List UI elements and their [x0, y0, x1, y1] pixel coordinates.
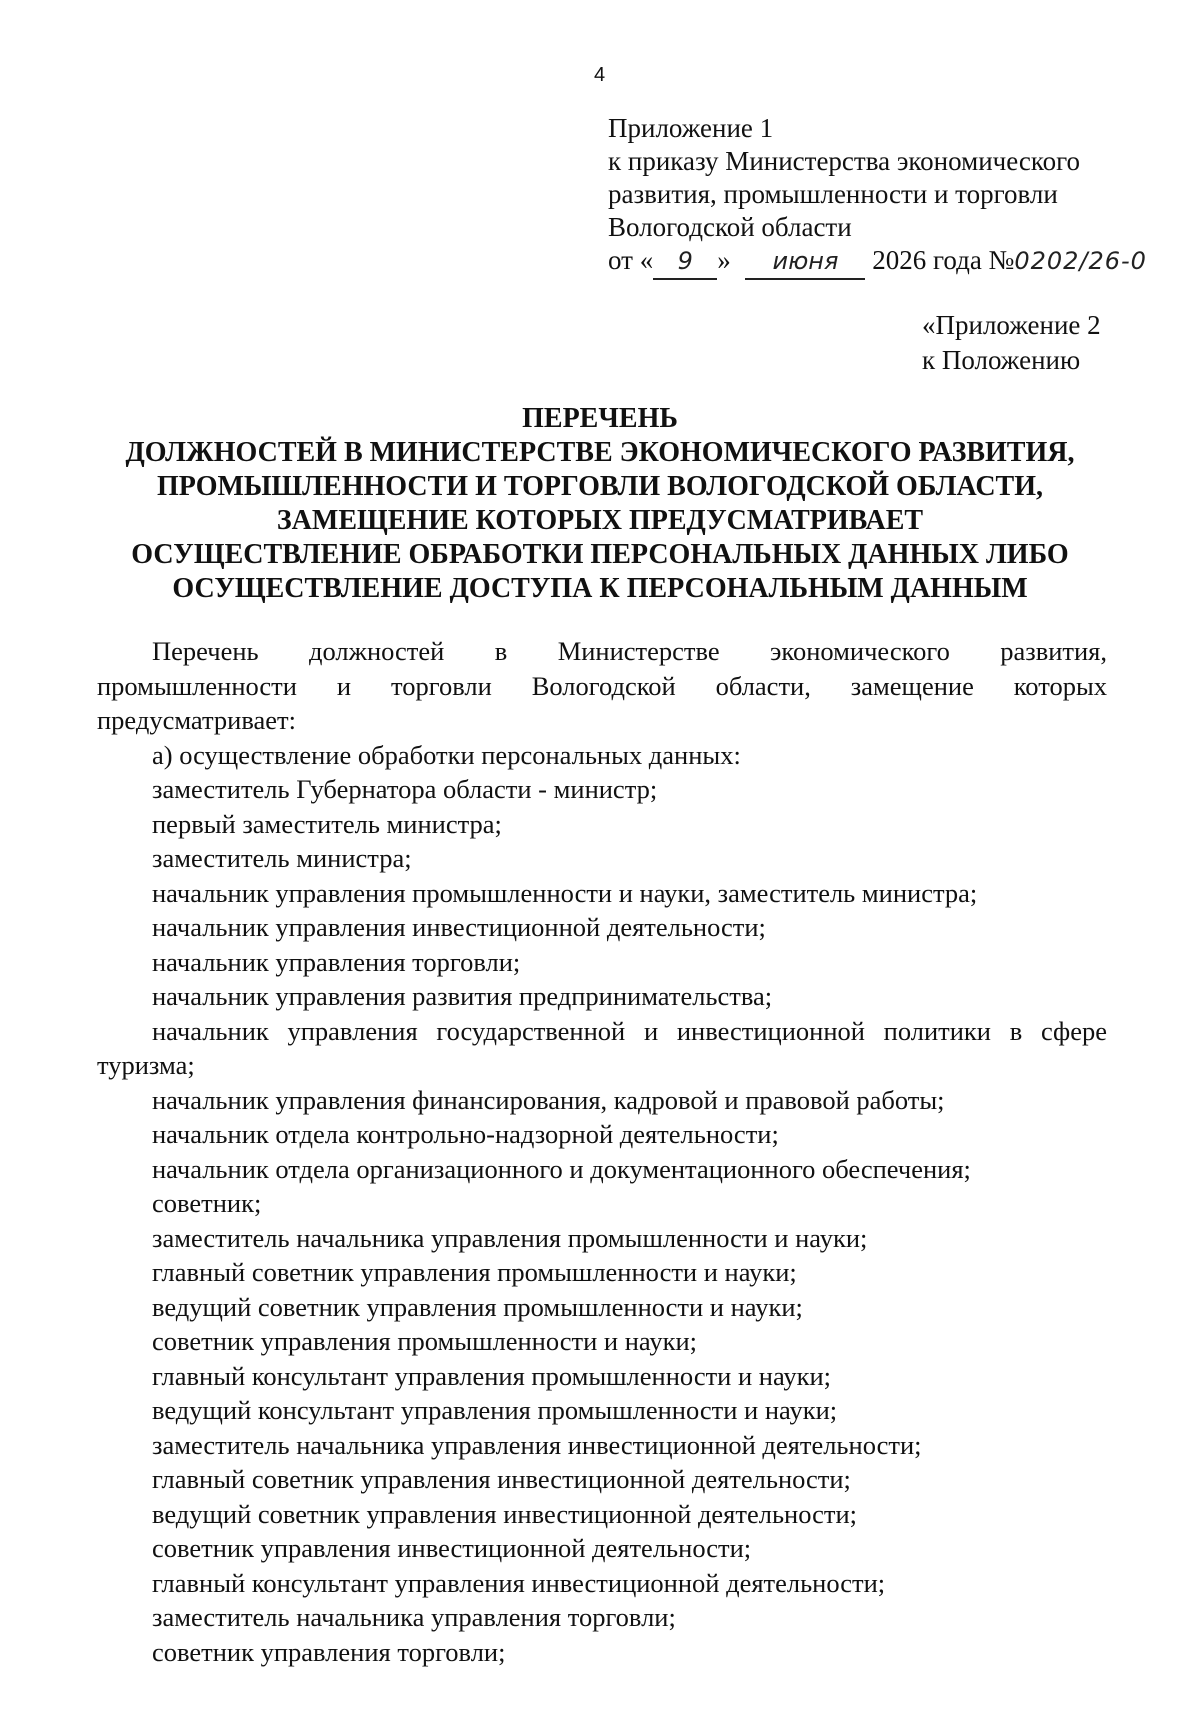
handwritten-order-number: 0202/26-0	[1014, 247, 1147, 275]
positions-list-2	[97, 1083, 1107, 1670]
title-line-6: ОСУЩЕСТВЛЕНИЕ ДОСТУПА К ПЕРСОНАЛЬНЫМ ДАННЫМ	[172, 573, 1028, 604]
list-item: главный консультант управления инвестиционной деятельности;	[152, 1567, 886, 1598]
list-item: начальник управления финансирования, кадровой и правовой работы;	[152, 1084, 945, 1115]
list-item: начальник отдела организационного и документационного обеспечения;	[152, 1153, 971, 1184]
list-item: заместитель министра;	[152, 843, 412, 873]
title-line-1: ПЕРЕЧЕНЬ	[522, 403, 678, 434]
approval-line-1: Приложение 1	[608, 113, 774, 143]
positions-list	[97, 772, 1107, 1014]
date-prefix: от «	[608, 245, 654, 275]
intro-line-1: Перечень должностей в Министерстве экономического развития,	[152, 636, 1107, 666]
list-item: начальник управления развития предпринимательства;	[152, 981, 773, 1011]
intro-line-2: промышленности и торговли Вологодской области, замещение которых	[97, 670, 1107, 701]
prior-annex-line-1: «Приложение 2	[922, 310, 1101, 340]
list-item: ведущий советник управления промышленности и науки;	[152, 1291, 803, 1322]
approval-line-3: развития, промышленности и торговли	[608, 179, 1058, 209]
prior-annex-block	[922, 308, 1101, 378]
document-title	[95, 402, 1105, 606]
handwritten-month: июня	[745, 245, 865, 280]
list-item: начальник управления промышленности и науки, заместитель министра;	[152, 877, 978, 908]
title-line-5: ОСУЩЕСТВЛЕНИЕ ОБРАБОТКИ ПЕРСОНАЛЬНЫХ ДАННЫХ ЛИБО	[131, 539, 1069, 570]
list-item: советник управления торговли;	[152, 1636, 506, 1667]
list-item: заместитель начальника управления инвестиционной деятельности;	[152, 1429, 922, 1460]
list-item: ведущий советник управления инвестиционной деятельности;	[152, 1498, 858, 1529]
list-item: главный консультант управления промышленности и науки;	[152, 1360, 832, 1391]
list-item: главный советник управления инвестиционной деятельности;	[152, 1464, 851, 1494]
list-item: заместитель Губернатора области - министр;	[152, 774, 658, 804]
list-item: советник управления промышленности и науки;	[152, 1326, 697, 1356]
date-mid: »	[717, 245, 731, 275]
list-item: начальник отдела контрольно-надзорной деятельности;	[152, 1119, 779, 1149]
tourism-line-1: начальник управления государственной и инвестиционной политики в сфере	[152, 1015, 1107, 1046]
list-item: первый заместитель министра;	[152, 808, 502, 839]
list-item: заместитель начальника управления промышленности и науки;	[152, 1222, 868, 1253]
list-item: начальник управления инвестиционной деятельности;	[152, 912, 766, 942]
title-line-2: ДОЛЖНОСТЕЙ В МИНИСТЕРСТВЕ ЭКОНОМИЧЕСКОГО РАЗВИТИЯ,	[125, 437, 1075, 468]
tourism-line-2: туризма;	[97, 1050, 195, 1080]
title-line-3: ПРОМЫШЛЕННОСТИ И ТОРГОВЛИ ВОЛОГОДСКОЙ ОБЛАСТИ,	[157, 471, 1043, 502]
list-item: главный советник управления промышленности и науки;	[152, 1257, 797, 1287]
list-item: советник;	[152, 1188, 262, 1218]
approval-line-2: к приказу Министерства экономического	[608, 146, 1081, 176]
intro-line-3: предусматривает:	[97, 705, 296, 735]
list-item: ведущий консультант управления промышленности и науки;	[152, 1395, 838, 1425]
section-a-heading: а) осуществление обработки персональных данных:	[152, 739, 741, 770]
year-text: 2026 года №	[872, 245, 1015, 275]
handwritten-day: 9	[653, 245, 717, 280]
page-number: 4	[594, 64, 606, 86]
list-item: советник управления инвестиционной деятельности;	[152, 1533, 752, 1563]
approval-block	[608, 112, 1147, 280]
approval-line-4: Вологодской области	[608, 212, 852, 242]
approval-date-line	[608, 244, 1147, 280]
document-body	[97, 634, 1107, 1669]
list-item: начальник управления торговли;	[152, 946, 521, 977]
title-line-4: ЗАМЕЩЕНИЕ КОТОРЫХ ПРЕДУСМАТРИВАЕТ	[276, 505, 924, 536]
prior-annex-line-2: к Положению	[922, 345, 1081, 375]
list-item: заместитель начальника управления торговли;	[152, 1602, 676, 1632]
